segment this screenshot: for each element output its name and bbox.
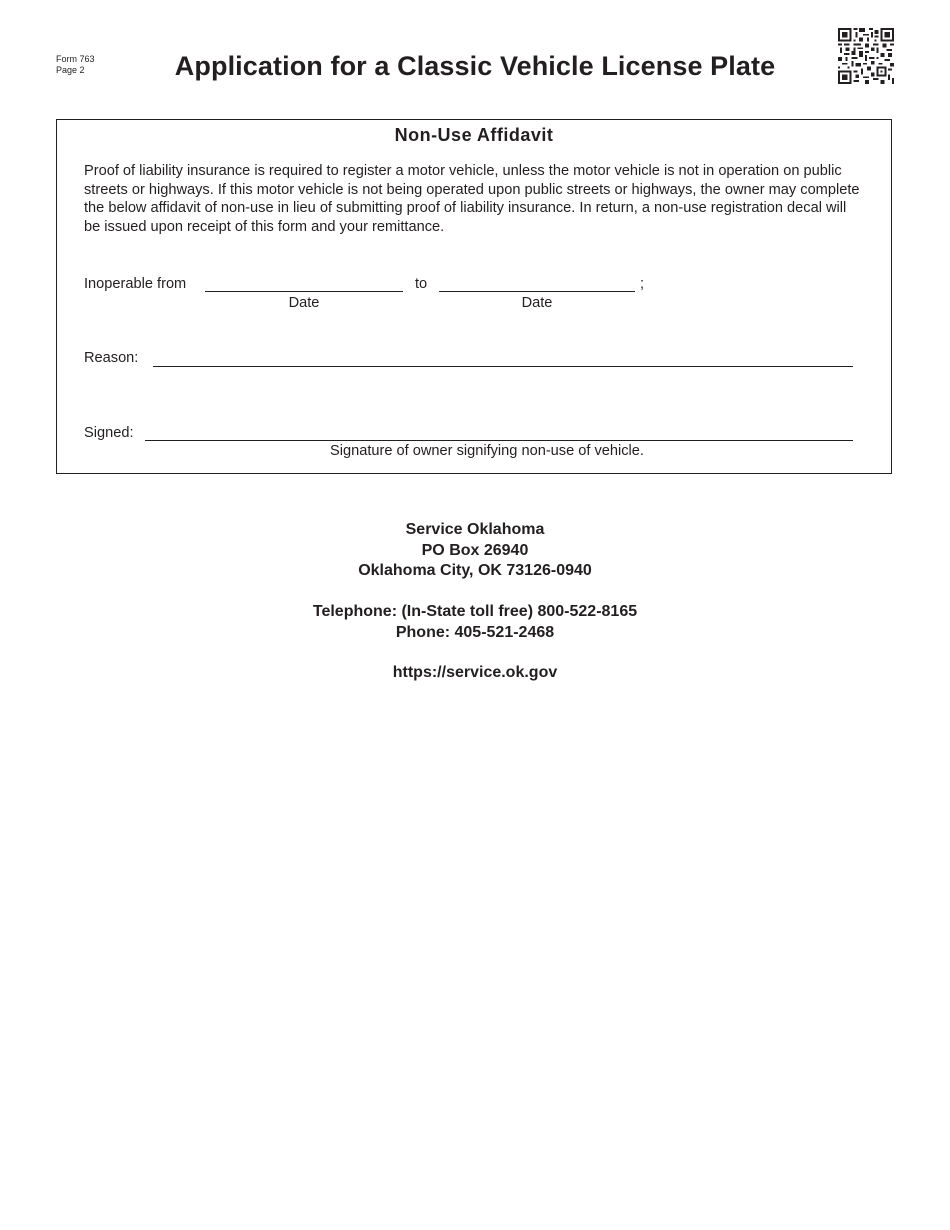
signed-label: Signed:: [84, 425, 134, 441]
affidavit-instructions: Proof of liability insurance is required to register a motor vehicle, unless the motor vehicle is not in operation on public streets or highways. If this motor vehicle is not being operated upon public streets or highways, the owner may complete the below affidavit of non-use in lieu of submitting proof of liability insurance. In return, a non-use registration decal will be issued upon receipt of this form and your remittance.: [84, 163, 860, 235]
from-date-caption: Date: [288, 295, 320, 311]
city-state-zip: Oklahoma City, OK 73126-0940: [358, 562, 592, 579]
inoperable-to-date-field[interactable]: [439, 291, 635, 292]
form-number: Form 763: [56, 54, 95, 64]
website-link[interactable]: https://service.ok.gov: [392, 664, 558, 681]
reason-field[interactable]: [153, 366, 853, 367]
inoperable-from-date-field[interactable]: [205, 291, 403, 292]
owner-signature-field[interactable]: [145, 440, 853, 441]
page-title: Application for a Classic Vehicle License Plate: [174, 51, 776, 81]
toll-free-telephone: Telephone: (In-State toll free) 800-522-8165: [312, 603, 638, 620]
page-number: Page 2: [56, 65, 85, 75]
phone-numbers: [0, 602, 950, 643]
phone-number: Phone: 405-521-2468: [395, 623, 555, 641]
affidavit-title: Non-Use Affidavit: [394, 125, 554, 145]
mailing-address: [0, 520, 950, 582]
semicolon-text: ;: [640, 276, 645, 292]
reason-label: Reason:: [84, 350, 139, 366]
qr-code-icon: [838, 28, 894, 84]
po-box: PO Box 26940: [421, 541, 529, 559]
to-label: to: [415, 276, 428, 292]
inoperable-from-label: Inoperable from: [84, 276, 187, 292]
signature-caption: Signature of owner signifying non-use of vehicle.: [330, 443, 644, 459]
organization-name: Service Oklahoma: [405, 521, 545, 538]
to-date-caption: Date: [521, 295, 553, 311]
non-use-affidavit-section: [56, 119, 892, 474]
